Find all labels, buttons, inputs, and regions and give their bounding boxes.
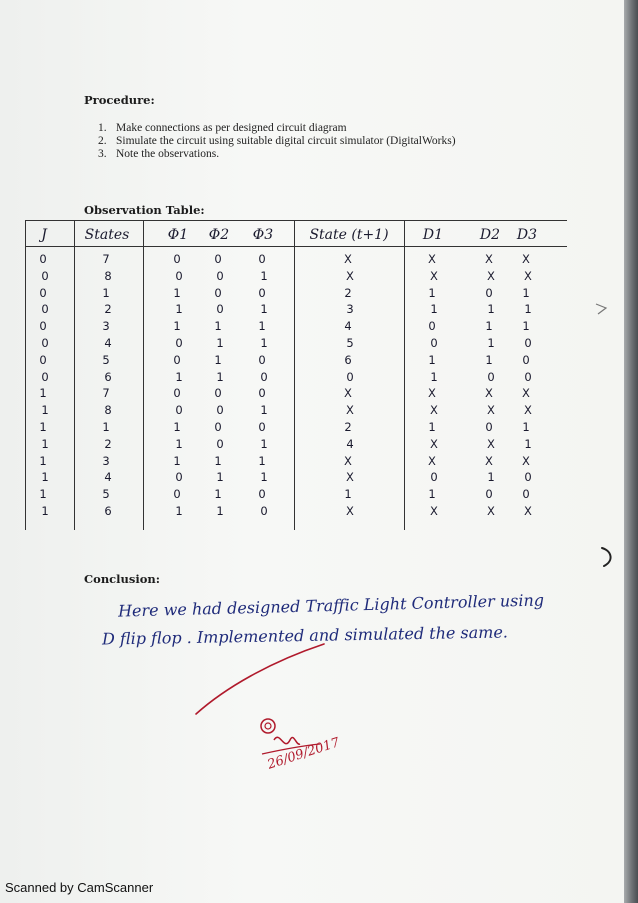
table-cell: X	[487, 268, 495, 283]
table-cell: 0	[485, 285, 493, 300]
table-cell: 0	[258, 285, 266, 300]
table-cell: 0	[258, 252, 266, 266]
table-cell: 4	[344, 319, 352, 334]
table-cell: 0	[175, 268, 183, 283]
table-cell: 1	[487, 470, 495, 485]
table-cell: 1	[216, 504, 224, 518]
table-cell: 1	[173, 319, 181, 334]
table-cell: 0	[41, 302, 49, 317]
table-cell: 0	[522, 487, 530, 502]
table-cell: 3	[346, 302, 354, 317]
page-edge-shadow	[624, 0, 638, 903]
table-cell: 1	[428, 487, 436, 502]
table-cell: 1	[216, 369, 224, 384]
observation-heading: Observation Table:	[84, 203, 205, 217]
table-cell: 0	[524, 336, 532, 350]
column-header: D3	[516, 227, 538, 243]
table-cell: 0	[214, 252, 222, 266]
table-cell: 0	[39, 319, 47, 334]
table-cell: 0	[39, 352, 47, 367]
table-cell: 0	[175, 470, 183, 485]
table-cell: X	[485, 453, 493, 468]
table-cell: X	[487, 403, 495, 418]
column-header: Φ1	[167, 227, 189, 243]
table-cell: X	[428, 252, 436, 266]
table-cell: 1	[260, 268, 268, 283]
table-cell: X	[485, 252, 493, 266]
table-cell: 0	[258, 386, 266, 401]
table-cell: 0	[485, 420, 493, 434]
table-cell: 1	[428, 420, 436, 434]
conclusion-line-1: Here we had designed Traffic Light Controller using	[117, 590, 545, 621]
table-cell: X	[524, 403, 532, 418]
table-cell: 0	[41, 369, 49, 384]
table-cell: 1	[428, 285, 436, 300]
table-cell: 4	[104, 470, 112, 485]
table-cell: 1	[214, 319, 222, 334]
table-cell: 1	[214, 487, 222, 502]
table-cell: X	[346, 470, 354, 485]
column-header: States	[84, 227, 130, 243]
table-cell: 4	[104, 336, 112, 350]
table-cell: 0	[214, 420, 222, 434]
table-cell: 0	[524, 470, 532, 485]
table-cell: 1	[175, 436, 183, 451]
conclusion-line-2: D flip flop . Implemented and simulated the same.	[101, 622, 509, 649]
table-cell: 5	[102, 352, 110, 367]
procedure-step: 3. Note the observations.	[98, 148, 220, 160]
table-cell: 0	[214, 386, 222, 401]
table-cell: 1	[175, 302, 183, 317]
table-cell: 0	[214, 285, 222, 300]
table-cell: 0	[173, 252, 181, 266]
table-cell: 0	[173, 487, 181, 502]
table-cell: 0	[260, 369, 268, 384]
procedure-step: 2. Simulate the circuit using suitable digital circuit simulator (DigitalWorks)	[98, 135, 456, 147]
table-cell: X	[430, 268, 438, 283]
table-cell: 8	[104, 403, 112, 418]
table-cell: 1	[214, 352, 222, 367]
table-cell: X	[430, 403, 438, 418]
table-cell: 1	[430, 369, 438, 384]
table-cell: 1	[258, 453, 266, 468]
table-cell: 1	[214, 453, 222, 468]
table-cell: X	[428, 386, 436, 401]
table-cell: 1	[102, 285, 110, 300]
table-cell: X	[487, 436, 495, 451]
table-cell: 6	[344, 352, 352, 367]
table-cell: 1	[39, 487, 47, 502]
table-cell: 1	[522, 420, 530, 434]
checkmark-stroke	[190, 640, 330, 720]
procedure-heading: Procedure:	[84, 93, 155, 107]
table-cell: 0	[39, 285, 47, 300]
table-cell: 1	[260, 470, 268, 485]
table-cell: X	[524, 268, 532, 283]
margin-arrow-icon	[594, 300, 610, 320]
table-cell: 1	[260, 436, 268, 451]
column-header: Φ2	[208, 227, 230, 243]
table-cell: X	[346, 268, 354, 283]
table-cell: 5	[346, 336, 354, 350]
table-cell: 0	[260, 504, 268, 518]
table-cell: X	[522, 252, 530, 266]
column-header: J	[41, 227, 47, 243]
table-cell: X	[346, 504, 354, 518]
table-cell: X	[344, 252, 352, 266]
column-header: D2	[479, 227, 501, 243]
table-cell: 0	[216, 436, 224, 451]
table-cell: 1	[216, 470, 224, 485]
table-cell: 1	[175, 504, 183, 518]
table-cell: X	[344, 386, 352, 401]
table-cell: 1	[260, 403, 268, 418]
table-cell: 2	[104, 436, 112, 451]
table-cell: 1	[102, 420, 110, 434]
table-cell: 1	[524, 302, 532, 317]
table-cell: 7	[102, 252, 110, 266]
table-cell: 0	[428, 319, 436, 334]
margin-mark-icon	[598, 545, 618, 569]
table-cell: 1	[258, 319, 266, 334]
table-cell: 1	[430, 302, 438, 317]
table-cell: 1	[487, 336, 495, 350]
table-cell: 0	[173, 386, 181, 401]
table-cell: 0	[430, 470, 438, 485]
table-cell: 2	[344, 420, 352, 434]
column-header: D1	[422, 227, 444, 243]
table-cell: 1	[39, 453, 47, 468]
table-cell: 3	[102, 319, 110, 334]
table-cell: 1	[41, 403, 49, 418]
table-cell: 3	[102, 453, 110, 468]
table-cell: 1	[39, 420, 47, 434]
table-cell: X	[430, 436, 438, 451]
table-cell: 1	[175, 369, 183, 384]
table-cell: 0	[41, 268, 49, 283]
table-cell: 1	[260, 302, 268, 317]
table-cell: 0	[487, 369, 495, 384]
table-cell: X	[487, 504, 495, 518]
table-cell: 1	[260, 336, 268, 350]
table-cell: 6	[104, 504, 112, 518]
table-cell: 0	[485, 487, 493, 502]
table-cell: 2	[104, 302, 112, 317]
table-cell: 0	[346, 369, 354, 384]
table-cell: 2	[344, 285, 352, 300]
table-cell: 0	[216, 302, 224, 317]
table-cell: 1	[173, 420, 181, 434]
table-cell: 1	[39, 386, 47, 401]
table-cell: 0	[39, 252, 47, 266]
table-cell: 8	[104, 268, 112, 283]
table-cell: 1	[41, 504, 49, 518]
table-cell: 1	[522, 319, 530, 334]
table-cell: 1	[173, 453, 181, 468]
table-cell: 1	[41, 436, 49, 451]
table-cell: 0	[258, 420, 266, 434]
table-cell: X	[344, 453, 352, 468]
table-cell: 0	[41, 336, 49, 350]
table-cell: 0	[258, 352, 266, 367]
table-cell: 4	[346, 436, 354, 451]
conclusion-heading: Conclusion:	[84, 572, 161, 586]
table-cell: 0	[258, 487, 266, 502]
table-cell: 1	[428, 352, 436, 367]
table-cell: 0	[522, 352, 530, 367]
scanner-watermark: Scanned by CamScanner	[5, 880, 154, 895]
table-cell: 1	[485, 352, 493, 367]
table-cell: 0	[430, 336, 438, 350]
table-cell: X	[522, 453, 530, 468]
table-cell: 1	[485, 319, 493, 334]
table-cell: 0	[216, 403, 224, 418]
table-cell: 1	[487, 302, 495, 317]
table-cell: 1	[344, 487, 352, 502]
column-header: Φ3	[252, 227, 274, 243]
table-cell: 7	[102, 386, 110, 401]
table-cell: 0	[216, 268, 224, 283]
table-cell: 0	[173, 352, 181, 367]
procedure-list	[98, 122, 456, 161]
table-cell: 0	[175, 336, 183, 350]
table-cell: X	[428, 453, 436, 468]
table-cell: X	[485, 386, 493, 401]
table-cell: 0	[524, 369, 532, 384]
table-cell: 0	[175, 403, 183, 418]
table-cell: 5	[102, 487, 110, 502]
table-cell: 6	[104, 369, 112, 384]
column-header: State (t+1)	[309, 227, 389, 243]
table-cell: X	[522, 386, 530, 401]
signature-date: 26/09/2017	[265, 735, 342, 773]
table-cell: X	[346, 403, 354, 418]
table-cell: 1	[216, 336, 224, 350]
table-cell: 1	[173, 285, 181, 300]
table-cell: 1	[522, 285, 530, 300]
table-cell: X	[430, 504, 438, 518]
table-cell: 1	[524, 436, 532, 451]
table-cell: X	[524, 504, 532, 518]
table-cell: 1	[41, 470, 49, 485]
procedure-step: 1. Make connections as per designed circuit diagram	[98, 122, 347, 134]
